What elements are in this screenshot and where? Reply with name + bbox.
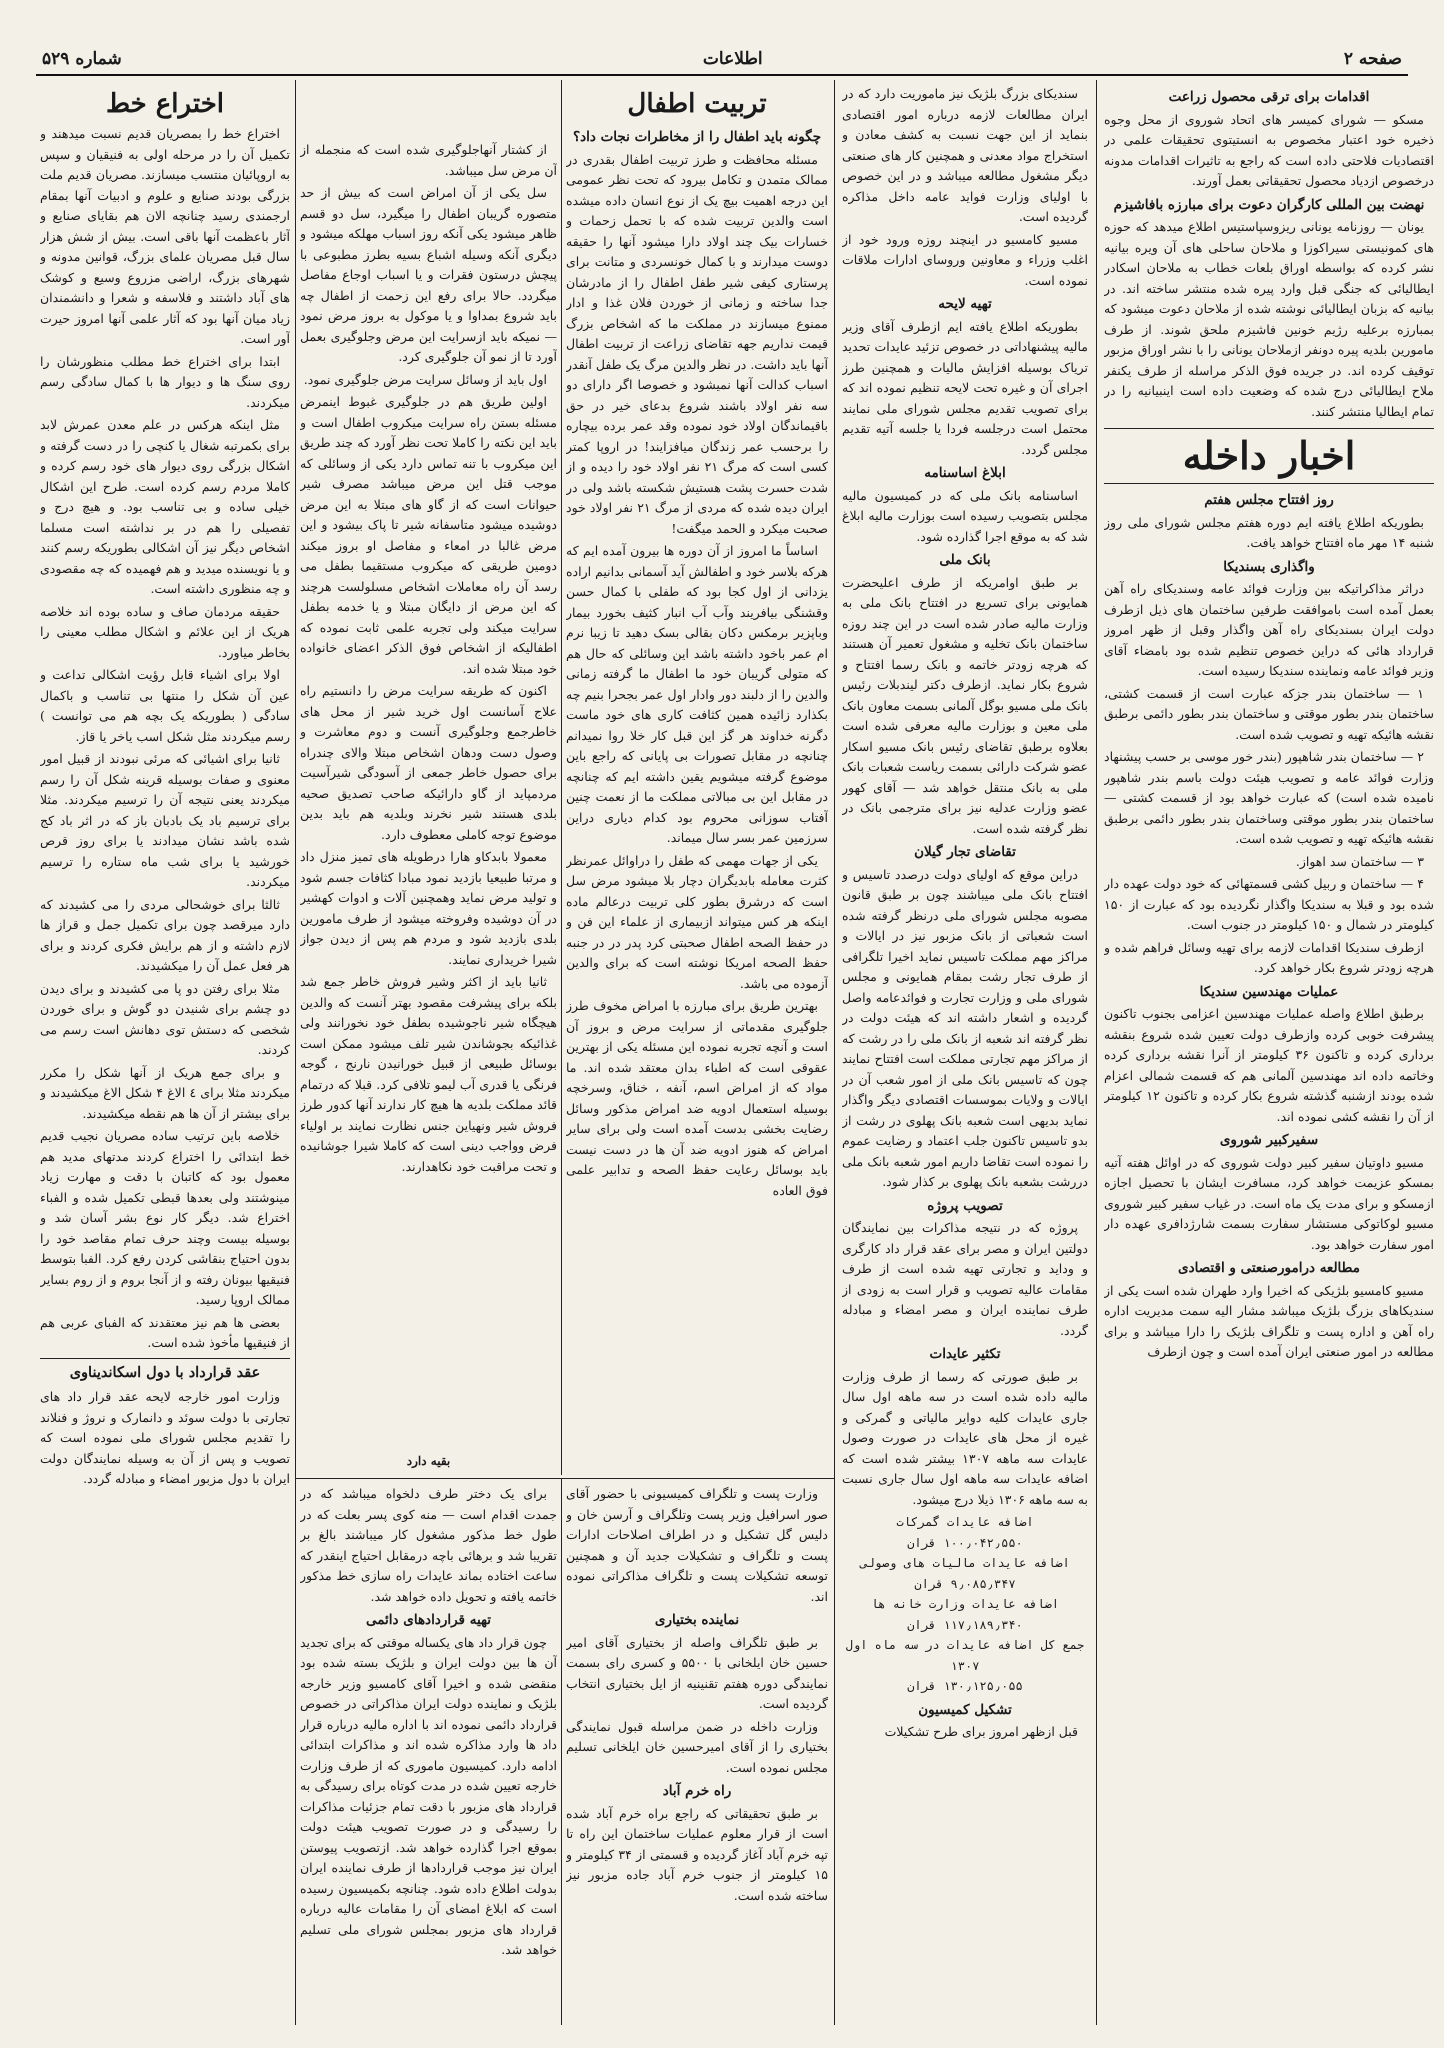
article-heading: سفیرکبیر شوروی: [1219, 1132, 1319, 1148]
article-body: مسیو کامسیو بلژیکی که اخیرا وارد طهران شده است یکی از سندیکاهای بزرگ بلژیک میباشد مشار الیه سمت مدیریت اداره راه آهن و اداره پست و تلگراف بلژیک را دارا میباشد و برای مطالعه در امور صنعتی ایران آمده است و چون ازطرف: [1104, 1282, 1434, 1359]
article-body: وزارت پست و تلگراف کمیسیونی با حضور آقای صور اسرافیل وزیر پست وتلگراف و آرسن خان و دلیس گل تشکیل و در اطراف اصلاحات ادارات پست و تلگراف و تشکیلات جدید آن و همچنین توسعه تشکیلات پست و تلگراف مذاکراتی نموده اند.: [566, 1486, 828, 1604]
section-rule: [295, 1478, 834, 1479]
article-heading: مطالعه درامورصنعتی و اقتصادی: [1178, 1260, 1360, 1276]
table-row: ۱۰۰٫۰۴۲٫۵۵۰ قران: [907, 1535, 1023, 1550]
column-fourth-bottom: [300, 1484, 557, 2024]
article-body: بهترین طریق برای مبارزه با امراض مخوف طرز جلوگیری مقدماتی از سرایت مرض و بروز آن است و آنچه تجربه نموده این مسئله یکی از بهترین عقوقی است که اطباء بدان معتقد شده اند. ما مواد که از امراض اسم، آنفه ، خناق، وسرخچه بوسیله استعمال ادویه ضد امراض مذکور وسائل رضایت بخشی بدست آمده است ولی برای سایر امراض که هنوز ادویه ضد آن ها در دست نیست باید بوسائل رعایت حفظ الصحه و تدابیر علمی فوق العاده: [566, 998, 828, 1198]
issue-label: شماره ۵۲۹: [42, 49, 122, 69]
article-body: بطوریکه اطلاع یافته ایم دوره هفتم مجلس شورای ملی روز شنبه ۱۴ مهر ماه افتتاح خواهد یافت.: [1104, 514, 1434, 550]
article-body: حقیقه مردمان صاف و ساده بوده اند خلاصه هریک از این علائم و اشکال مطلب معینی را بخاطر میاورد.: [40, 603, 290, 660]
article-body: ثانیا باید از اکثر وشیر فروش خاطر جمع شد بلکه برای پیشرفت مقصود بهتر آنست که والدین هیچگاه شیر ناجوشیده بطفل خود نخورانند ولی غذائیکه بجوشاندن شیر تلف میشود ممکن است بوسائل طبیعی از قبیل خورانیدن نارنج ، گوجه فرنگی یا قدری آب لیمو تلافی کرد. قبلا که درتمام قائد مملکت بلدیه ها هیچ کار ندارند آنها کدور طرز فروش شیر ونهیاین جنس نظارت نمایند بر اولیاء فرض وواجب دینی است که کاملا شیرا جوشانیده و تحت مراقبت خود نکاهدارند.: [300, 974, 557, 1174]
article-body: بر طبق اوامریکه از طرف اعلیحضرت همایونی برای تسریع در افتتاح بانک ملی به وزارت مالیه صادر شده است در این چند روزه ساختمان بانک تخلیه و مشغول تعمیر آن هستند که هرچه زودتر خاتمه و بانک رسما افتتاح و شروع بکار نماید. ازطرف دکتر لیندبلات رئیس بانک ملی مسیو بوگل آلمانی بسمت معاون بانک ملی معین و بوزارت مالیه معرفی شده است بعلاوه برطبق تقاضای رئیس بانک مسیو اسکار عضو شرکت دارائی بسمت ریاست شعبات بانک ملی به بانک منتقل خواهد شد — آقای کهور عضو وزارت عدلیه نیز برای مترجمی بانک در نظر گرفته شده است.: [842, 574, 1088, 836]
table-row: ۹٫۰۸۵٫۳۴۷ قران: [914, 1576, 1016, 1591]
list-item: ۱ — ساختمان بندر جزکه عبارت است از قسمت کشتی، ساختمان بندر بطور موقتی و ساختمان بندر بطور دائمی برطبق نقشه هائیکه تهیه و تصویب شده است.: [1104, 685, 1434, 742]
article-body: اساسنامه بانک ملی که در کمیسیون مالیه مجلس بتصویب رسیده است بوزارت مالیه ابلاغ شد که به موقع اجرا گذارده شود.: [842, 487, 1088, 544]
paper-name: اطلاعات: [702, 49, 763, 69]
article-body: چون قرار داد های یکساله موقتی که برای تجدید آن ها بین دولت ایران و بلژیک بسته شده بود منقضی شده و اخیرا آقای کامسیو وزیر خارجه بلژیک و نماینده دولت ایران مذاکراتی در خصوص قرارداد دائمی نموده اند با اداره مالیه درباره قرار داد ها وارد مذاکره شده اند و مذاکرات ابتدائی ادامه دارد. کمیسیون ماموری که از طرف وزارت خارجه تعیین شده در مدت کوتاه برای رسیدگی به قرارداد های مزبور با دقت تمام جزئیات مذاکرات را رسیدگی و در صورت تصویب هیئت دولت بموقع اجرا گذارده خواهد شد. ازتصویب پیوستن ایران نیز موجب قراردادها از طرف نماینده ایران بدولت اطلاع داده شود. چنانچه بکمیسیون رسیده است که ابلاغ امضای آن را مقامات عالیه درباره قرارداد های مزبور بمجلس شورای ملی تسلیم خواهد شد.: [300, 1634, 557, 1957]
list-item: ۳ — ساختمان سد اهواز.: [1295, 853, 1424, 869]
table-row: ۱۳۰٫۱۲۵٫۰۵۵ قران: [907, 1679, 1023, 1693]
column-third-bottom: [566, 1484, 828, 2024]
article-body: یکی از جهات مهمی که طفل را دراوائل عمرنظر کثرت معامله بابدیگران دچار بلا میشود مرض سل است که درشرق بطور کلی تربیت درعالم ماده اینکه هر کس میتواند ازبیماری از علماء این فن و در حفظ الصحه اطفال صحبتی کرد پدر در در جنبه حفظ الصحه امریکا نوشته است که برای والدین آزموده می باشد.: [566, 852, 828, 991]
article-heading: ابلاغ اساسنامه: [924, 465, 1006, 481]
article-heading: تهیه قراردادهای دائمی: [365, 1612, 491, 1628]
masthead: [36, 44, 1408, 76]
article-body: برای یک دختر طرف دلخواه میباشد که در جمدت اقدام است — منه کوی پسر بعلت که در طول خط مذکور مشغول کار میباشند بالغ بر تقریبا شد و برهائی باچه درمقابل احتیاج اینقدر که ساعت اختاده بماند عایدات راه سازی خط مذکور خاتمه یافته و تحویل داده خواهد شد.: [300, 1486, 557, 1604]
column-right: [1104, 84, 1434, 2024]
article-body: قبل ازظهر امروز برای طرح تشکیلات: [884, 1724, 1078, 1739]
article-body: اکنون که طریقه سرایت مرض را دانستیم راه علاج آسانست اول خرید شیر از محل های خاطرجمع وجلوگیری آنست و دوم معاشرت و وصول دست ودهان اشخاص مبتلا والای چندراه برای حصول خاطر جمعی از آسودگی شیرآسیت مردمپاید از گاو دارائیکه صاحب تصدیق صحیه بلدی هستند شیر نخرند وبلدیه هم باید بدین موضوع توجه کاملی معطوف دارد.: [300, 683, 557, 842]
table-row: ۱۱۷٫۱۸۹٫۳۴۰ قران: [907, 1617, 1023, 1632]
article-heading: راه خرم آباد: [662, 1783, 732, 1799]
column-left: [40, 84, 290, 2024]
article-heading: نهضت بین المللی کارگران دعوت برای مبارزه بافاشیزم: [1113, 196, 1425, 213]
article-body: ثانیا برای اشیائی که مرئی نبودند از قبیل امور معنوی و صفات بوسیله قرینه شکل آن را رسم میکردند یعنی نتیجه آن را ترسیم میکردند. مثلا برای ترسیم باد یک بادبان باز که در اثر باد کج شده باشد نشان میدادند یا برای روز قرص خورشید یا برای شب ماه ستاره را ترسیم میکردند.: [40, 751, 290, 889]
article-body: اساساً ما امروز از آن دوره ها بیرون آمده ایم که هرکه بلاسر خود و اطفالش آید آسمانی بدانیم اراده یزدانی از اول کجا بود که طفلی با کمال حسن وقشنگی بیافریند وآب آب انبار کثیف بخورد بیمار وباپزیر برمکس دکان بقالی بسک دهید تا زیبا نرم ام عمر باخود داشته باشد این وسائلی که حال هم که متولی گریبان خود ما اطفال ما گرفته زمانی والدین را از دلبند دور وادار اول عمر بجحرا بنیم چه بکذارد زائیده همین کثافت کاری های خود ماست دگرنه خداوند هر گز این قبل کار خلا روا نمیدانم چنانچه در مقابل تصورات بی پایانی که راجع باین موضوع گرفته میشویم یقین داشته ایم که چنانچه در مقابل این بی مبالاتی مملکت ما از نعمت چنین آفتاب سوزانی محروم بود کدام دیاری دراین سرزمین عمر بسر سال میماند.: [566, 543, 828, 845]
column-rule: [834, 80, 835, 2025]
article-heading: نماینده بختیاری: [654, 1612, 740, 1628]
article-body: از کشتار آنهاجلوگیری شده است که منجمله از آن مرض سل میباشد.: [300, 142, 557, 178]
article-heading: تصویب پروژه: [927, 1197, 1003, 1214]
article-body: بعضی ها هم نیز معتقدند که الفبای عربی هم از فنیقیها مأخوذ شده است.: [40, 1314, 290, 1350]
article-body: اختراع خط را بمصریان قدیم نسبت میدهند و تکمیل آن را در مرحله اولی به فنیقیان و سپس به اروپائیان منتسب میسازند. مصریان قدیم ملت بزرگی بودند صنایع و علوم و ادبیات آنها بمقام ارجمندی رسید چنانچه الان هم بقایای صنایع و آثار باعظمت آنها باقی است. بیش از شش هزار سال قبل مصریان علمای بزرگ، قوانین مدونه و شهرهای بزرگ، اراضی مزروع وسیع و کوشک های آباد داشتند و فلاسفه و شعرا و دانشمندان زیاد میان آنها بود که آثار علمی آنها امروز حیرت آور است.: [40, 126, 290, 346]
article-body: مسئله محافظت و طرز تربیت اطفال بقدری در ممالک متمدن و تکامل بیرود که تحت نظر عمومی این درجه اهمیت بیچ یک از نوع انسان داده میشده است والدین تربیت شده که با تحمل زحمات و خسارات بیک چند اولاد دارا میشود آنها را حقیقه دوست میدارند و با کمال خونسردی و متانت برای پرستاری کیفی شیر طفل اطفال را از مادرشان جدا ساخته و زمانی از خوردن فلان غذا و ادار ممنوع میسازند در مملکت ما که اشخاص بزرگ قیمت نداریم جهه تقاضای زراعت از تربیت اطفال آنها باید داشت. در نظر والدین مرگ یک طفل آنقدر اسباب کدالت آنها نمیشود و خصوصا اگر دارای دو سه نفر اولاد باشند شروع بدعای خیر در حق باقیماندگان اولاد خود نموده وقد عمر برده بیچاره را برحسب عمر زندگان میافزایند! در اروپا کمتر کسی است که مرگ ۲۱ نفر اولاد خود را دیده و از شدت حسرت پشت هستیش شکسته باشد ولی در ایران دیده شده که مردی از مرگ ۲۱ نفر اولاد خود صحبت میکرد و الحمد میگفت!: [566, 151, 828, 536]
list-item: ۴ — ساختمان و ربیل کشی قسمتهائی که خود دولت عهده دار شده بود و قبلا به سندیکا واگذار نگردیده بود که عبارت از ۱۵۰ کیلومتر در شمال و ۱۵۰ کیلومتر در جنوب است.: [1104, 876, 1434, 932]
article-heading: تشکیل کمیسیون: [918, 1701, 1012, 1718]
section-title: اخبار داخله: [1182, 433, 1356, 478]
article-body: مسیو کامسیو در اینچند روزه ورود خود از اغلب وزراء و معاونین وروسای ادارات ملاقات نموده است.: [842, 231, 1088, 288]
article-body: وزارت امور خارجه لایحه عقد قرار داد های تجارتی با دولت سوئد و دانمارک و نروژ و فنلاند را تقدیم مجلس شورای ملی نموده است که تصویب و پس از آن به وسیله نمایندگان دولت ایران با دول مزبور امضاء و مبادله گردد.: [40, 1389, 290, 1486]
article-body: اولا برای اشیاء قابل رؤیت اشکالی تداعت و عین آن شکل را منتها بی تناسب و باکمال سادگی ( بطوریکه یک بچه هم می توانست ) رسم میکردند مثل شکل اسب یاخر یا قاز.: [40, 667, 290, 744]
column-rule: [295, 80, 296, 2025]
article-body: اول باید از وسائل سرایت مرض جلوگیری نمود.: [303, 371, 547, 387]
article-heading: عقد قرارداد با دول اسکاندیناوی: [69, 1363, 261, 1381]
article-heading: روز افتتاح مجلس هفتم: [1204, 492, 1334, 508]
article-body: دراین موقع که اولیای دولت درصدد تاسیس و افتتاح بانک ملی میباشند چون بر طبق قانون مصوبه مجلس شورای ملی درنظر گرفته شده است شعباتی از بانک مزبور نیز در ایالات و مراکز مهم مملکت تاسیس نماید اخیرا تلگرافی از طرف تجار رشت بمقام همایونی و مجلس شورای ملی و وزارت تجارت و فوائدعامه واصل گردیده و اشعار داشته اند که هیئت دولت در نظر گرفته اند شعبه از بانک ملی را در رشت که از مراکز مهم تجارتی مملکت است افتتاح نمایند چون که تاسیس بانک ملی از امور شعب آن در ایالات و ولایات بموسسات اقتصادی دیگر واگذار نماید بدیهی است شعبه بانک پهلوی در رشت از بدو تاسیس تاکنون جلب اعتماد و رضایت عموم را نموده است تقاضا داریم امور شعبه بانک ملی دررشت بشعبه بانک پهلوی بر کذار شود.: [842, 866, 1088, 1189]
column-rule: [561, 1478, 562, 2025]
article-title: تربیت اطفال: [627, 89, 767, 119]
column-second: [842, 84, 1088, 2024]
article-body: ثالثا برای خوشحالی مردی را می کشیدند که دارد میرقصد چون برای تکمیل جمل و قراز ها لازم داشته و از هم برایش فکری کردند و برای هر فعل عمل آن را میکشیدند.: [40, 896, 290, 973]
page-label: صفحه ۲: [1343, 49, 1402, 69]
article-body: مثل اینکه هرکس در علم معدن عمرش لابد برای بکمرتبه شغال یا کنچی را در دست گرفته و اشکال بزرگی روی دیوار های خود رسم کرده و کاملا مردم رسم کرده است. طرح این اشکال خیلی ساده و بی تناسب بود. و هیچ درج و تفصیلی را هم در بر نداشته است مسلما اشخاص دیگر نیز آن اشکالی بطوریکه رسم کنند و یا نویسنده میدید و هم فهمیده که چه مقصودی و چه منظوری داشته است.: [40, 417, 290, 596]
article-body: بر طبق تحقیقاتی که راجع براه خرم آباد شده است از قرار معلوم عملیات ساختمان این راه تا تپه خرم آباد آغاز گردیده و قسمتی از ۳۴ کیلومتر و ۱۵ کیلومتر از جنوب خرم آباد جاده مزبور نیز ساخته شده است.: [566, 1805, 828, 1903]
article-subtitle: چگونه باید اطفال را از مخاطرات نجات داد؟: [572, 129, 822, 145]
article-heading: اقدامات برای ترقی محصول زراعت: [1168, 89, 1370, 105]
article-body: مسکو — شورای کمیسر های اتحاد شوروی از محل وجوه ذخیره خود اعتبار مخصوص به انستیتوی تحقیقات علمی در اقتصادیات فلاحتی داده است که راجع به تاثیرات اقدامات مدونه درخصوص ازدیاد محصول تحقیقاتی بعمل آورند.: [1104, 111, 1434, 188]
article-body: اولین طریق هم در جلوگیری غبوط اینمرض مسئله بستن راه سرایت میکروب اطفال است و باید این نکته را کاملا تحت نظر آورد که چند طریق این میکروب با تنه تماس دارد یکی از وسائلی که موجب قتل این مرض میباشد مصرف شیر حیوانات است که از گاو های مبتلا به این مرض دوشیده میشود متاسفانه شیر تا پاک بیشود و این مرض غالبا در امعاء و مفاصل او بروز میکند دومین طریقی که میکروب مستقیما بطفل می رسد آن راه معاملات اشخاص مسلولست هرچند که این مرض از دایگان مبتلا و یا خدمه بطفل سرایت میکند ولی تجربه علمی ثابت نموده که اطفالیکه از اشخاص فوق الذکر اعضای خانواده خود مبتلا شده اند.: [300, 394, 557, 676]
list-item: ۲ — ساختمان بندر شاهپور (بندر خور موسی بر حسب پیشنهاد وزارت فوائد عامه و تصویب هیئت دولت باسم بندر شاهپور نامیده شده است) که عبارت خواهد بود از قسمت کشتی — ساختمان بندر بطور موقتی وساختمان بندر بطور دائمی برطبق نقشه هائیکه تهیه و تصویب شده است.: [1104, 749, 1434, 846]
column-third: [566, 84, 828, 1474]
article-body: خلاصه باین ترتیب ساده مصریان نجیب قدیم خط ابتدائی را اختراع کردند مدتهای مدید هم معمول بود که کاتبان با دقت و مهارت زیاد مینوشتند ولی بعدها قبطی تکمیل شده و الفباء اختراع شد. دیگر کار نوع بشر آسان شد و بوسیله بیست وچند حرف تمام مقاصد خود را بدون احتیاج بنقاشی کردن رفع کرد. الفبا بتوسط فنیقیها بیونان رفته و از آنجا بروم و از روم بسایر ممالک اروپا رسید.: [40, 1128, 290, 1307]
article-body: سندیکای بزرگ بلژیک نیز ماموریت دارد که در ایران مطالعات لازمه درباره امور اقتصادی بنماید از این جهت نسبت به کشف معادن و استخراج مواد معدنی و همچنین کار های صنعتی دیگر مشغول مطالعه میباشد و در این خصوص با اولیای وزارت فواید عامه داخل مذاکره گردیده است.: [842, 86, 1088, 224]
article-body: پروژه که در نتیجه مذاکرات بین نمایندگان دولتین ایران و مصر برای عقد قرار داد کارگری و وداید و تجارتی تهیه شده است از طرف مقامات عالیه تصویب و قرار است به زودی از طرف نماینده ایران و مصر امضاء و مبادله گردد.: [842, 1220, 1088, 1338]
article-body: وزارت داخله در ضمن مراسله قبول نمایندگی بختیاری را از آقای امیرحسین خان ایلخانی تسلیم مجلس نموده است.: [566, 1718, 828, 1775]
article-body: مثلا برای رفتن دو پا می کشیدند و برای دیدن دو چشم برای شنیدن دو گوش و برای خوردن شخصی که دستش توی دهانش است رسم می کردند.: [40, 980, 290, 1057]
column-rule: [1096, 80, 1097, 2025]
article-body: برطبق اطلاع واصله عملیات مهندسین اعزامی بجنوب تاکنون پیشرفت خوبی کرده وازطرف دولت تعیین شده شروع بنقشه برداری کرده و تاکنون ۳۶ کیلومتر از آنرا نقشه برداری کرده وخاتمه داده اند مهندسین آلمانی هم که قسمت شمالی اعزام شده بودند ازشنبه گذشته شروع بکار کرده و تاکنون ۱۲ کیلومتر از آن را نقشه کشی نموده اند.: [1104, 1006, 1434, 1124]
article-heading: تهیه لایحه: [938, 296, 992, 312]
article-body: سل یکی از آن امراض است که بیش از حد متصوره گریبان اطفال را میگیرد، سل دو قسم ظاهر میشود یکی آنکه روز اسباب مهلکه میشود و دیگری آنکه وسیله اشباع بسیه بطرز مطبوعی با پیچش درستون فقرات و یا اسباب اوجاع مفاصل میگردد. حالا برای رفع این زحمت از اطفال چه باید شروع بمداوا و یا موکول به بروز مرض نمود — نمیکه باید ازسرایت این مرض وجلوگیری بعمل آورد تا از نمو آن جلوگیری کرد.: [300, 185, 557, 364]
article-body: یونان — روزنامه یونانی ریزوسپاستیس اطلاع میدهد که حوزه های کمونیستی سیراکوزا و ملاحان ساحلی های آن ویره بیانیه نشر کرده که بواسطه اوراق بلعات خطاب به ملاحان اسکادر ایطالیائی که جنگی قبل وارد پیره شده منتشر ساخته اند. در بیانیه که بزبان ایطالیائی نوشته شده از ملاحان دعوت میشود که بمبارزه برعلیه رژیم خونین فاشیزم ملحق شوند. از طرف مامورین بلدیه پیره دونفر ازملاحان یونانی را با نشر اوراق مزبور توقیف کرده اند. در جریده فوق الذکر مراسله از طرف یکنفر ملاح ایطالیائی درج شده که وضعیت داده است اینبیانیه را در تمام ایطالیا منتشر کنند.: [1104, 219, 1434, 419]
article-body: و برای جمع هریک از آنها شکل را مکرر میکردند مثلا برای ٤ الاغ ۴ شکل الاغ میکشیدند و برای بیشتر از آن ها هم نقطه میکشیدند.: [40, 1064, 290, 1121]
article-heading: بانک ملی: [939, 552, 991, 568]
article-body: دراثر مذاکراتیکه بین وزارت فوائد عامه وسندیکای راه آهن بعمل آمده است باموافقت طرفین ساختمان های ذیل ازطرف دولت ایران بسندیکای راه آهن واگذار وقبل از ظهر امروز قرارداد هائی که دراین خصوص تنظیم شده بود بامضاء آقای وزیر فوائد عامه ونماینده سندیکا رسیده است.: [1104, 581, 1434, 678]
table-row: اضافه عایدات وزارت خانه ها: [871, 1597, 1059, 1611]
article-body: معمولا بابدکاو هارا درطویله های تمیز منزل داد و مرتبا طبیعیا بازدید نمود مبادا کثافات جسم شود و تولید مرض نماید وهمچنین آلات و ادوات کهشیر در آن دوشیده وفروخته میشود از طرف مامورین بلدی بازدید شود و مردم هم پس از دیدن جواز شیرا خریداری نمایند.: [300, 849, 557, 967]
column-fourth: [300, 140, 557, 1450]
article-title: اختراع خط: [105, 89, 225, 119]
article-body: ازطرف سندیکا اقدامات لازمه برای تهیه وسائل فراهم شده و هرچه زودتر شروع بکار خواهد کرد.: [1104, 939, 1434, 975]
article-body: بر طبق صورتی که رسما از طرف وزارت مالیه داده شده است در سه ماهه اول سال جاری عایدات کلیه دوایر مالیاتی و گمرکی و غیره از محل های عایدات در صورت وصول عایدات سه ماهه ۱۳۰۷ بیشتر شده است که اضافه عایدات سه ماهه اول سال جاری نسبت به سه ماهه ۱۳۰۶ ذیلا درج میشود.: [842, 1368, 1088, 1507]
article-heading: تقاضای تجار گیلان: [914, 844, 1016, 860]
table-row: اضافه عایدات گمرکات: [896, 1515, 1034, 1529]
article-heading: عملیات مهندسین سندیکا: [1199, 983, 1339, 1000]
continued-label: بقیه دارد: [406, 1454, 451, 1468]
table-row: اضافه عایدات مالیات های وصولی: [860, 1556, 1070, 1570]
article-body: مسیو داوتیان سفیر کبیر دولت شوروی که در اوائل هفته آتیه بمسکو عزیمت خواهد کرد، مسافرت ایشان با تحصیل اجازه ازمسکو و برای مدت یک ماه است. در غیاب سفیر کبیر شوروی مسیو لوکاتوکی مستشار سفارت بسمت شارژدافری عهده دار امور سفارت خواهد بود.: [1104, 1154, 1434, 1252]
article-body: ابتدا برای اختراع خط مطلب منظورشان را روی سنگ ها و دیوار ها با کمال سادگی رسم میکردند.: [40, 353, 290, 410]
article-heading: واگذاری بسندیکا: [1223, 558, 1315, 575]
article-body: بر طبق تلگراف واصله از بختیاری آقای امیر حسین خان ایلخانی با ۵۵۰۰ و کسری رای بسمت نمایندگی دوره هفتم تقنینیه از ایل بختیاری انتخاب گردیده است.: [566, 1634, 828, 1711]
column-rule: [561, 80, 562, 1475]
article-body: بطوریکه اطلاع یافته ایم ازطرف آقای وزیر مالیه پیشنهاداتی در خصوص تزئید عایدات تحدید تریاک بوسیله افزایش مالیات و همچنین طرز اجرای آن و غیره تحت لایحه تنظیم نموده اند که برای تصویب تقدیم مجلس شورای ملی نمایند محتمل است درجلسه فردا یا جلسه آتیه تقدیم مجلس گردد.: [842, 318, 1088, 457]
table-row: جمع کل اضافه عایدات در سه ماه اول ۱۳۰۷: [845, 1638, 1085, 1673]
article-heading: تکثیر عایدات: [929, 1346, 1001, 1362]
